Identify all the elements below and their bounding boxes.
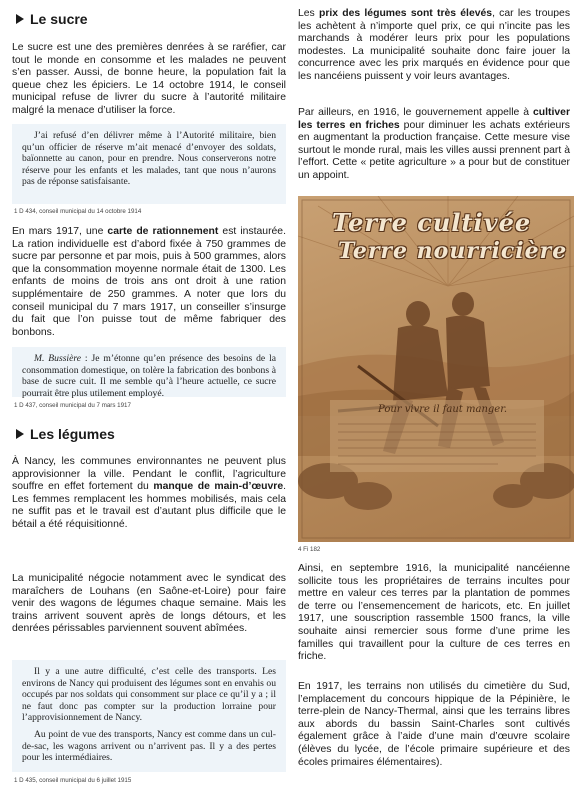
highlight-main-oeuvre: manque de main-d’œuvre bbox=[153, 481, 284, 493]
legumes-paragraph-2: La municipalité négocie notamment avec le syndicat des maraîchers de Louhans (en Saône-et-Loire) pour faire venir des wagons de légumes chaque semaine. Mais les trains arrivent souvent après de longs détours, et les denrées périssables parviennent souvent abîmées. bbox=[12, 573, 286, 635]
quote-conseil-1914: J’ai refusé d’en délivrer même à l’Autorité militaire, bien qu’un officier de réserve m’ait menacé d’envoyer des soldats, baïonnette au canon, pour en prendre. Nous conserverons notre réserve pour les enfants et les malades, tant que nous n’aurons pas de réponse satisfaisante. bbox=[12, 124, 286, 204]
caption-1d435: 1 D 435, conseil municipal du 6 juillet 1915 bbox=[14, 777, 132, 784]
quote-transports-1915: Il y a une autre difficulté, c’est celle des transports. Les environs de Nancy qui produisent des légumes sont en envahis ou occupés par nos soldats qui consomment sur place ce qu’il y a ; il ne faut donc pas compter sur la production lorraine pour l’approvisionnement de Nancy. Au point de vue des transports, Nancy est comme dans un cul-de-sac, les wagons arrivent ou n’arrivent pas. Il y a des pertes pour les intermédiaires. bbox=[12, 660, 286, 772]
prix-paragraph: Les prix des légumes sont très élevés, car les troupes les achètent à n’importe quel prix, ce qui n’incite pas les marchands à modérer leurs prix pour les populations modestes. La municipalité souhaite donc faire jouer la concurrence avec les prix marqués en évidence pour que les nancéiens puissent y voir leurs avantages. bbox=[298, 8, 571, 82]
caption-1d434: 1 D 434, conseil municipal du 14 octobre 1914 bbox=[14, 208, 142, 215]
highlight-prix: prix des légumes sont très élevés bbox=[319, 8, 493, 19]
highlight-friches: cultiver les terres en friches bbox=[298, 107, 570, 131]
triangle-bullet-icon bbox=[16, 429, 24, 439]
sucre-paragraph-1: Le sucre est une des premières denrées à se raréfier, car tout le monde en consomme et les malades ne peuvent s’en passer. Aussi, de bonne heure, la population fait la queue chez les épiciers. Le 14 octobre 1914, le conseil municipal refuse de livrer du sucre à l’autorité militaire malgré la menace d’utiliser la force. bbox=[12, 42, 286, 116]
poster-terre-cultivee bbox=[298, 196, 574, 542]
poster-title-1: Terre cultivée bbox=[332, 208, 532, 237]
legumes-paragraph-1: À Nancy, les communes environnantes ne peuvent plus approvisionner la ville. Pendant le conflit, l’agriculture souffre en effet fortement du manque de main-d’œuvre. Les femmes remplacent les hommes mobilisés, mais cela ne suffit pas et le travail est d’autant plus difficile que le bétail a été réquisitionné. bbox=[12, 456, 286, 530]
septembre-1916-paragraph: Ainsi, en septembre 1916, la municipalité nancéienne sollicite tous les propriétaires de terrains incultes pour mettre en valeur ces terres par la plantation de pommes de terre ou l’ensemencement de haricots, etc. En juillet 1917, une souscription rassemble 1500 francs, la ville souhaite ainsi remercier sous forme d’une prime les familles qui travaillent pour la culture de ces terres en friche. bbox=[298, 563, 570, 663]
caption-1d437: 1 D 437, conseil municipal du 7 mars 1917 bbox=[14, 402, 131, 409]
highlight-carte-rationnement: carte de rationnement bbox=[107, 226, 219, 237]
friches-paragraph: Par ailleurs, en 1916, le gouvernement appelle à cultiver les terres en friches pour diminuer les achats extérieurs en augmentant la production française. Cette mesure vise surtout le monde rural, mais les villes aussi prennent part à l’effort. Cette « petite agriculture » a pour but de constituer un appoint. bbox=[298, 107, 570, 181]
sucre-paragraph-2: En mars 1917, une carte de rationnement est instaurée. La ration individuelle est d’abord fixée à 750 grammes de sucre par personne et par mois, puis à 500 grammes, alors que la consommation moyenne normale était de 1300. Les enfants de moins de trois ans ont droit à une ration supplémentaire de 250 grammes. A noter que lors du conseil municipal du 7 mars 1917, un conseiller s’insurge du fait que l’on puisse tout de même fabriquer des bonbons. bbox=[12, 226, 286, 338]
poster-title-2: Terre nourricière bbox=[338, 238, 568, 264]
triangle-bullet-icon bbox=[16, 14, 24, 24]
quote-bussiere: M. Bussière : Je m’étonne qu’en présence des besoins de la consommation domestique, on tolère la fabrication des bonbons à base de sucre cuit. Il me semble qu’à l’heure actuelle, ce sucre pourrait être plus utilement employé. bbox=[12, 347, 286, 397]
terrains-1917-paragraph: En 1917, les terrains non utilisés du cimetière du Sud, l’emplacement du concours hippique de la Pépinière, le terre-plein de Nancy-Thermal, ainsi que les terrains libres aux abords du bassin Saint-Charles sont cultivés également grâce à l’aide d’une main d’œuvre scolaire (élèves du lycée, de l’école primaire supérieure et des écoles primaires élémentaires). bbox=[298, 681, 570, 768]
poster-motto: Pour vivre il faut manger. bbox=[378, 404, 508, 415]
caption-4fi182: 4 Fi 182 bbox=[298, 546, 321, 553]
section-title-sucre: Le sucre bbox=[16, 11, 88, 27]
section-title-legumes: Les légumes bbox=[16, 426, 115, 442]
